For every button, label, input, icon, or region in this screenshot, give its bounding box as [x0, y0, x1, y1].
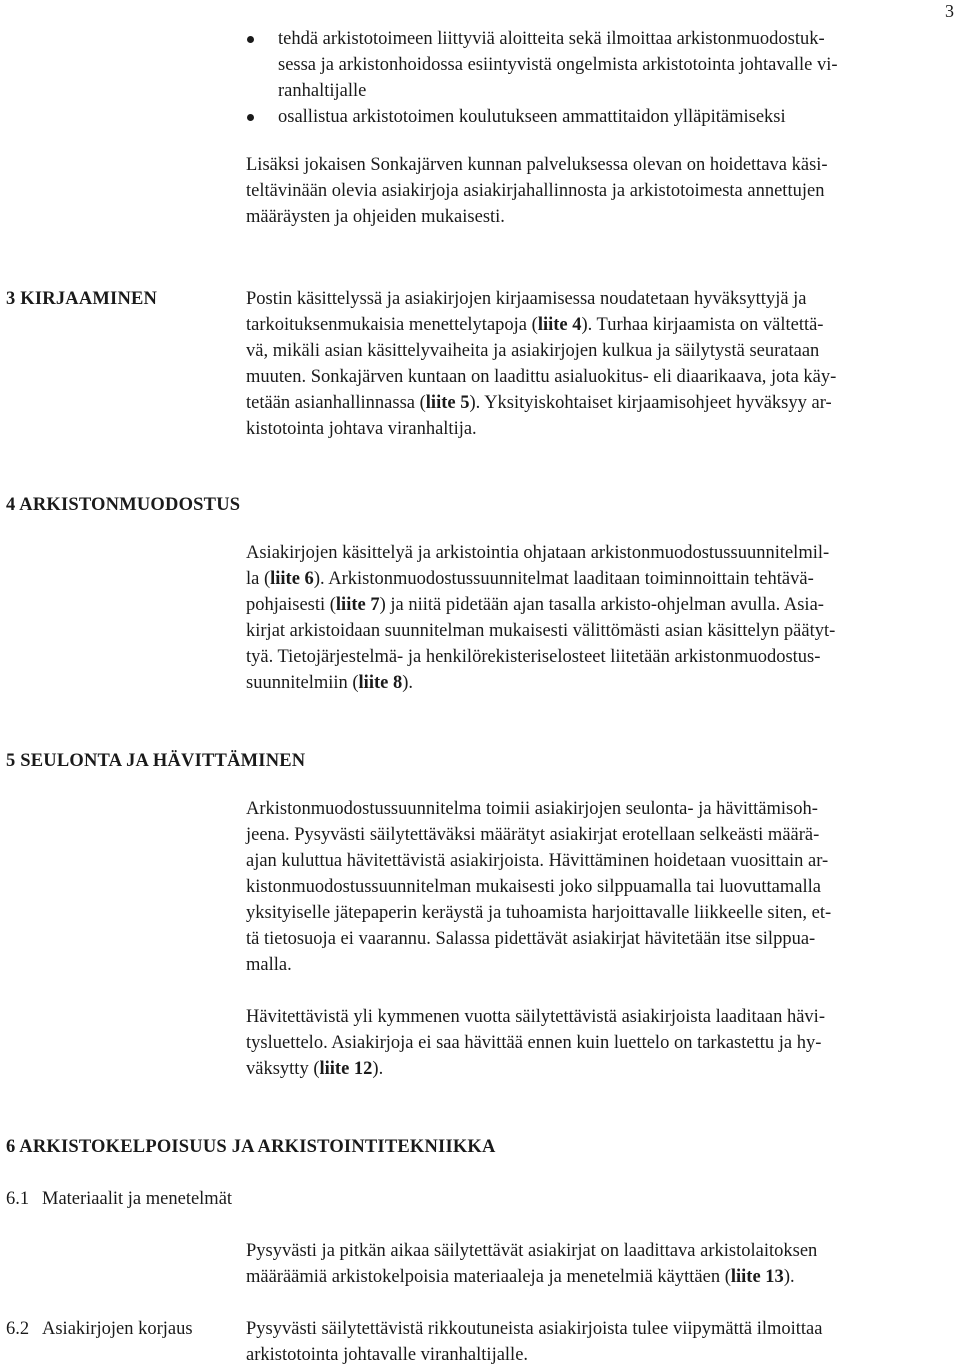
paragraph-line: määräämiä arkistokelpoisia materiaaleja ja menetelmiä käyttäen (liite 13).: [246, 1267, 795, 1287]
paragraph-line: tetään asianhallinnassa (liite 5). Yksityiskohtaiset kirjaamisohjeet hyväksyy ar-: [246, 393, 832, 413]
subsection-title: Asiakirjojen korjaus: [42, 1319, 193, 1339]
list-item: [246, 104, 946, 130]
appendix-reference: liite 7: [335, 595, 380, 615]
section-heading-arkistokelpoisuus: 6 ARKISTOKELPOISUUS JA ARKISTOINTITEKNIIKKA: [6, 1137, 496, 1157]
bullet-line: sessa ja arkistonhoidossa esiintyvistä ongelmista arkistotointa johtavalle vi-: [278, 55, 838, 75]
paragraph-line: pohjaisesti (liite 7) ja niitä pidetään ajan tasalla arkisto-ohjelman avulla. Asia-: [246, 595, 824, 615]
bullet-line: tehdä arkistotoimeen liittyviä aloitteita sekä ilmoittaa arkistonmuodostuk-: [278, 29, 825, 49]
subsection-number: 6.2: [6, 1319, 30, 1339]
subsection-6-2-paragraph: [246, 1316, 946, 1368]
section-heading-arkistonmuodostus: 4 ARKISTONMUODOSTUS: [6, 495, 241, 515]
bullet-line: osallistua arkistotoimen koulutukseen ammattitaidon ylläpitämiseksi: [278, 107, 786, 127]
paragraph-line: arkistotointa johtavalle viranhaltijalle.: [246, 1345, 529, 1365]
subsection-number: 6.1: [6, 1189, 30, 1209]
list-item: [246, 26, 946, 104]
paragraph-line: tarkoituksenmukaisia menettelytapoja (liite 4). Turhaa kirjaamista on vältettä-: [246, 315, 824, 335]
subsection-heading-korjaus: [6, 1316, 193, 1342]
paragraph-line: kirjat arkistoidaan suunnitelman mukaisesti välittömästi asian käsittelyn päätyt-: [246, 621, 836, 641]
paragraph-line: Asiakirjojen käsittelyä ja arkistointia ohjataan arkistonmuodostussuunnitelmil-: [246, 543, 830, 563]
section-heading-kirjaaminen: 3 KIRJAAMINEN: [6, 289, 158, 309]
paragraph-line: Pysyvästi ja pitkän aikaa säilytettävät asiakirjat on laadittava arkistolaitoksen: [246, 1241, 818, 1261]
paragraph-line: Lisäksi jokaisen Sonkajärven kunnan palveluksessa olevan on hoidettava käsi-: [246, 155, 828, 175]
paragraph-line: muuten. Sonkajärven kuntaan on laadittu asialuokitus- eli diaarikaava, jota käy-: [246, 367, 837, 387]
section-5-paragraph-1: [246, 796, 946, 978]
paragraph-line: kistonmuodostussuunnitelman mukaisesti joko silppuamalla tai luovuttamalla: [246, 877, 821, 897]
paragraph-line: kistotointa johtava viranhaltija.: [246, 419, 477, 439]
appendix-reference: liite 6: [270, 569, 314, 589]
paragraph-line: jeena. Pysyvästi säilytettäväksi määrätyt asiakirjat erotellaan selkeästi määrä-: [246, 825, 820, 845]
section-5-paragraph-2: [246, 1004, 946, 1082]
paragraph-line: Pysyvästi säilytettävistä rikkoutuneista asiakirjoista tulee viipymättä ilmoittaa: [246, 1319, 823, 1339]
responsibility-bullet-list: [246, 26, 946, 130]
paragraph-line: yksityiselle jätepaperin keräystä ja tuhoamista harjoittavalle liikkeelle siten, et-: [246, 903, 832, 923]
paragraph-line: Postin käsittelyssä ja asiakirjojen kirjaamisessa noudatetaan hyväksyttyjä ja: [246, 289, 807, 309]
appendix-reference: liite 12: [319, 1059, 373, 1079]
page-number: 3: [945, 1, 954, 21]
paragraph-line: tysluettelo. Asiakirjoja ei saa hävittää ennen kuin luettelo on tarkastettu ja hy-: [246, 1033, 822, 1053]
appendix-reference: liite 13: [730, 1267, 784, 1287]
paragraph-line: väksytty (liite 12).: [246, 1059, 384, 1079]
paragraph-line: malla.: [246, 955, 292, 975]
appendix-reference: liite 4: [537, 315, 582, 335]
section-3-paragraph: [246, 286, 946, 442]
paragraph-line: suunnitelmiin (liite 8).: [246, 673, 414, 693]
section-heading-seulonta: 5 SEULONTA JA HÄVITTÄMINEN: [6, 751, 306, 771]
subsection-heading-materiaalit: [6, 1186, 232, 1212]
section-4-paragraph: [246, 540, 946, 696]
paragraph-line: ajan kuluttua hävitettävistä asiakirjoista. Hävittäminen hoidetaan vuosittain ar-: [246, 851, 829, 871]
paragraph-line: vä, mikäli asian käsittelyvaiheita ja asiakirjojen kulkua ja säilytystä seurataan: [246, 341, 820, 361]
paragraph-line: Hävitettävistä yli kymmenen vuotta säilytettävistä asiakirjoista laaditaan hävi-: [246, 1007, 825, 1027]
bullet-line: ranhaltijalle: [278, 81, 367, 101]
bullet-icon: [247, 114, 254, 121]
intro-paragraph: [246, 152, 946, 230]
paragraph-line: la (liite 6). Arkistonmuodostussuunnitelmat laaditaan toiminnoittain tehtävä-: [246, 569, 814, 589]
bullet-icon: [247, 36, 254, 43]
appendix-reference: liite 5: [425, 393, 470, 413]
paragraph-line: tä tietosuoja ei vaarannu. Salassa pidettävät asiakirjat hävitetään itse silppua-: [246, 929, 816, 949]
subsection-6-1-paragraph: [246, 1238, 946, 1290]
paragraph-line: Arkistonmuodostussuunnitelma toimii asiakirjojen seulonta- ja hävittämisoh-: [246, 799, 818, 819]
appendix-reference: liite 8: [358, 673, 403, 693]
subsection-title: Materiaalit ja menetelmät: [42, 1189, 233, 1209]
paragraph-line: teltävinään olevia asiakirjoja asiakirjahallinnosta ja arkistotoimesta annettujen: [246, 181, 825, 201]
paragraph-line: tyä. Tietojärjestelmä- ja henkilörekisteriselosteet liitetään arkistonmuodostus-: [246, 647, 821, 667]
paragraph-line: määräysten ja ohjeiden mukaisesti.: [246, 207, 505, 227]
